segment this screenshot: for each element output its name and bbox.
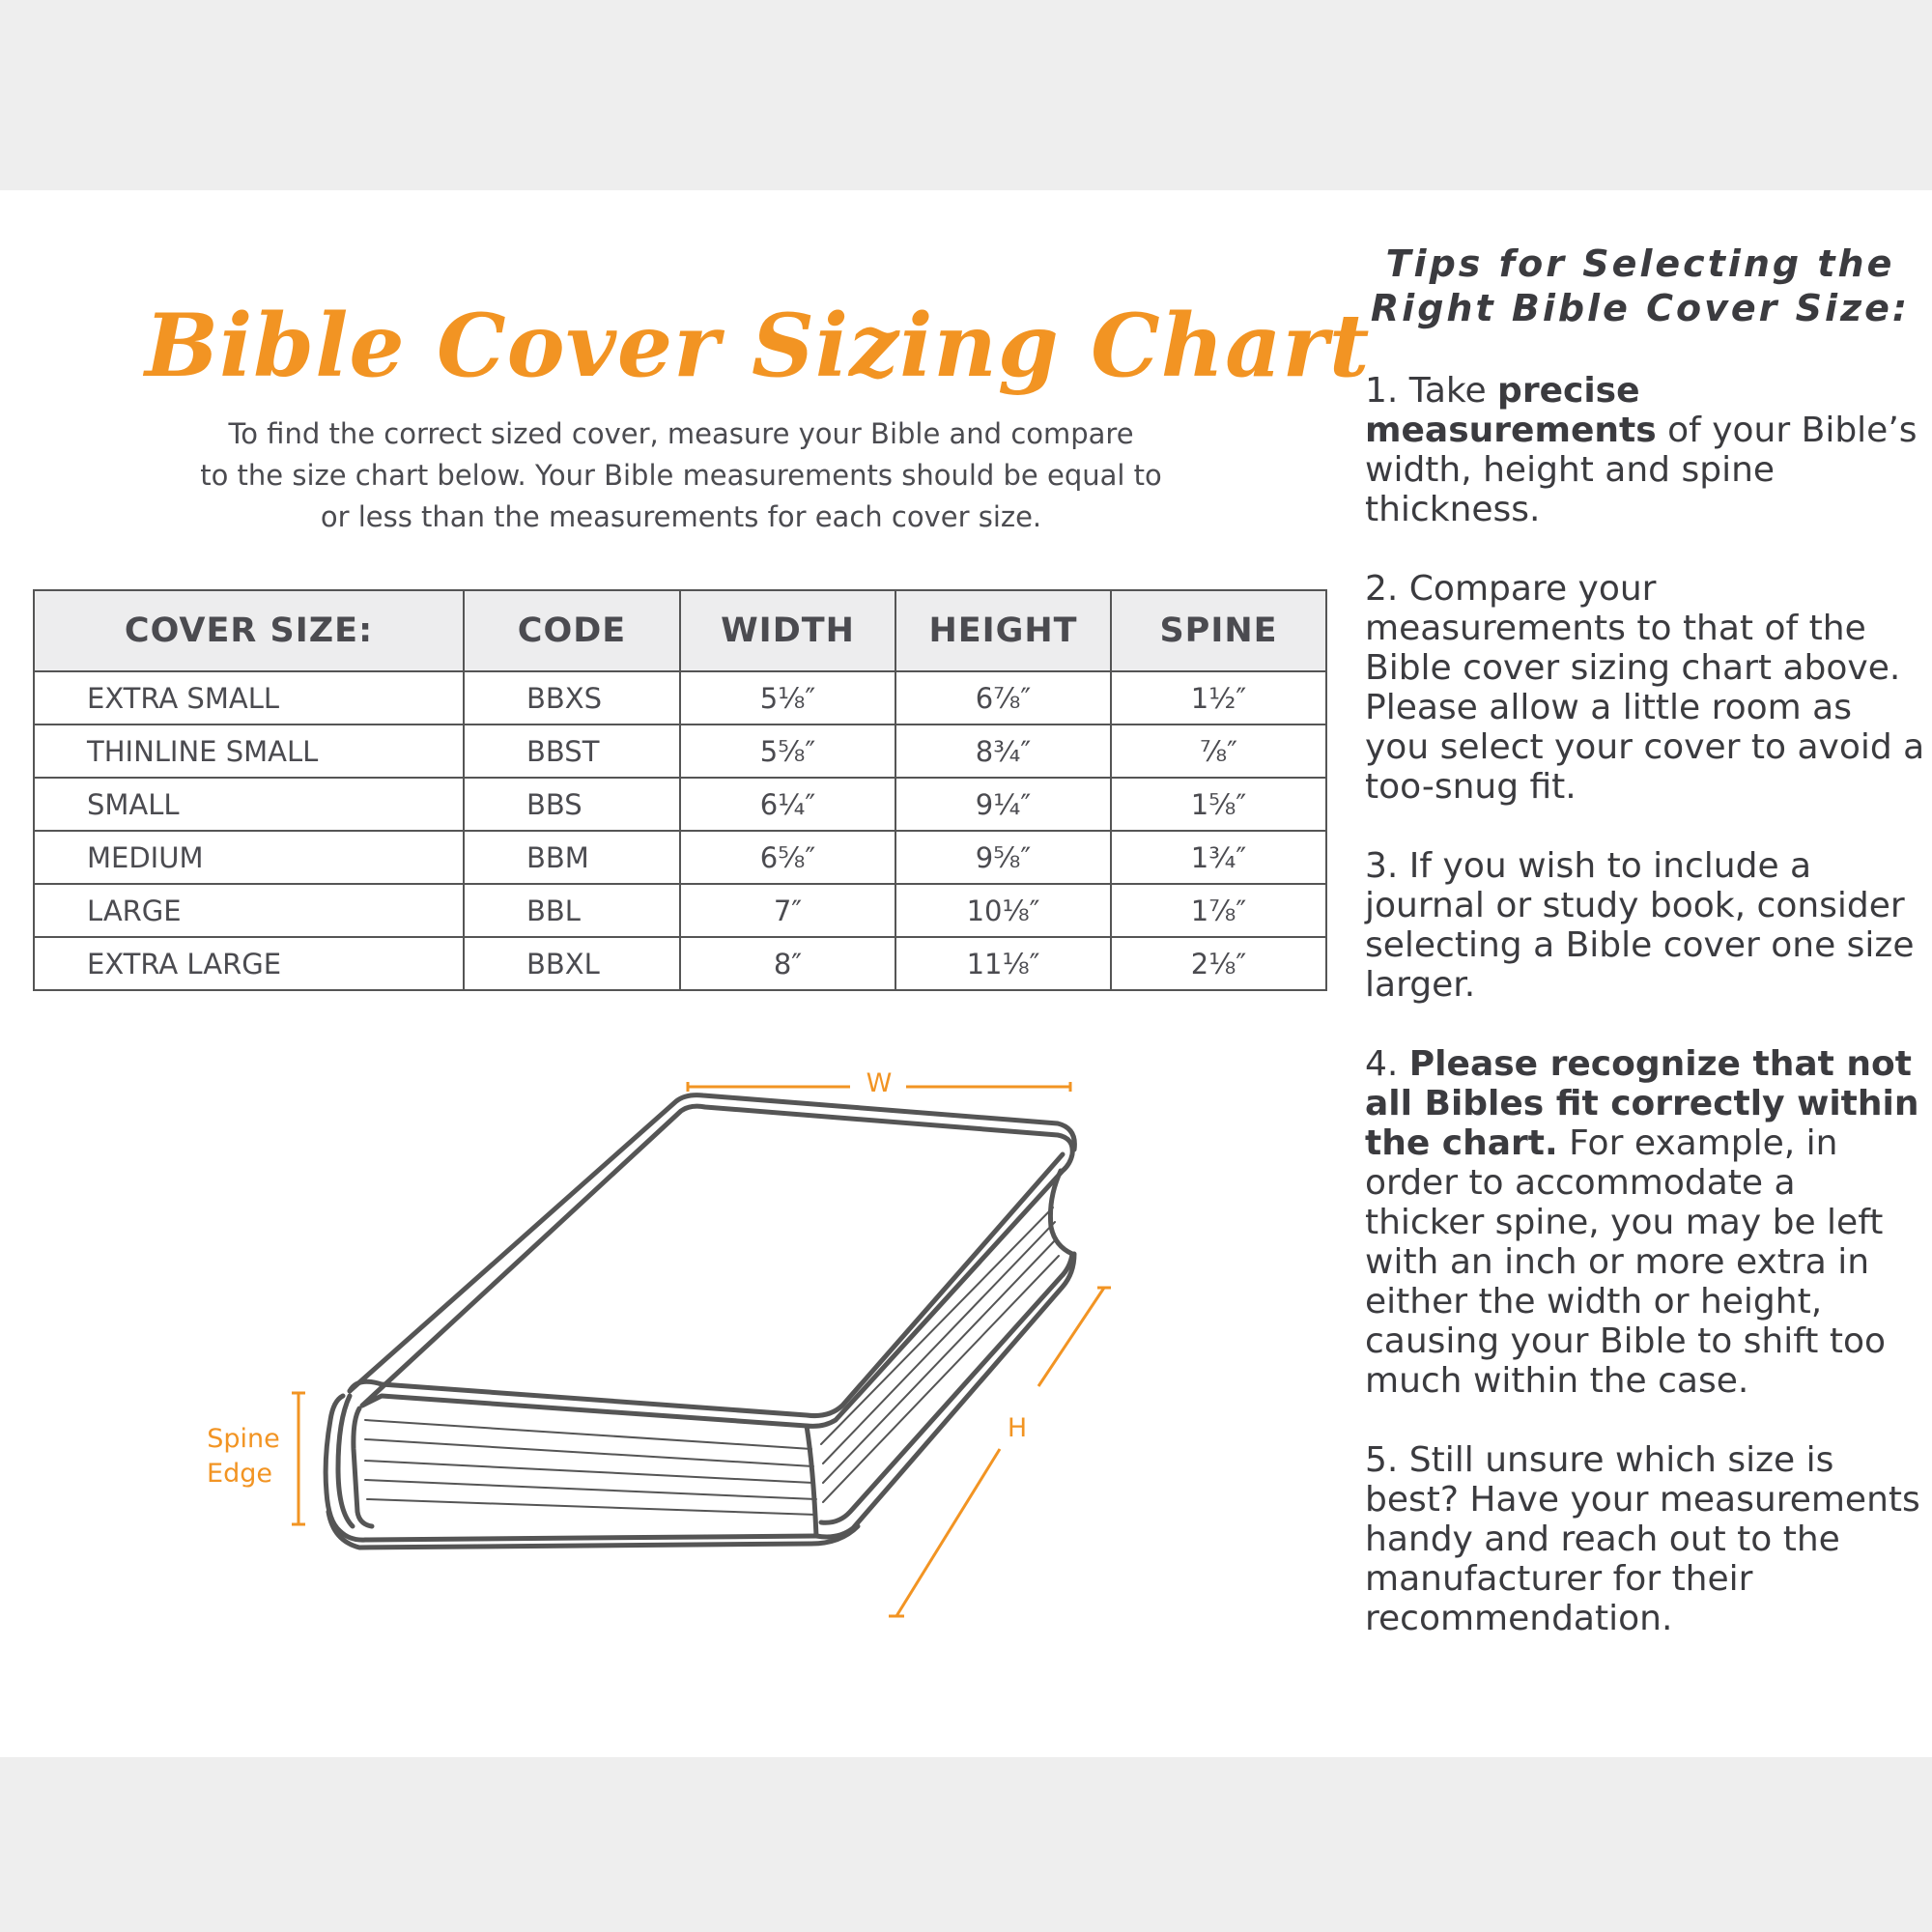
tip-emphasis: Please recognize that not all Bibles fit correctly within the chart. xyxy=(1365,1044,1919,1163)
cell-code: BBM xyxy=(464,831,680,884)
tip-5: 5. Still unsure which size is best? Have your measurements handy and reach out to the manufacturer for their recommendation. xyxy=(1365,1440,1920,1638)
cell-width: 5⅝″ xyxy=(680,724,895,778)
header-code: CODE xyxy=(464,590,680,671)
tip-text: 1. Take xyxy=(1365,371,1498,411)
cell-size: EXTRA SMALL xyxy=(34,671,464,724)
page-title: Bible Cover Sizing Chart xyxy=(145,295,1371,397)
table-row xyxy=(34,778,1326,831)
width-label: W xyxy=(866,1068,893,1098)
tips-heading-line: Right Bible Cover Size: xyxy=(1370,287,1911,329)
cell-code: BBST xyxy=(464,724,680,778)
intro-line: or less than the measurements for each cover size. xyxy=(320,500,1042,533)
cell-spine: 1¾″ xyxy=(1111,831,1326,884)
table-row xyxy=(34,937,1326,990)
table-header-row xyxy=(34,590,1326,671)
cell-height: 11⅛″ xyxy=(895,937,1111,990)
cell-code: BBS xyxy=(464,778,680,831)
height-label: H xyxy=(1007,1413,1028,1443)
cell-height: 6⅞″ xyxy=(895,671,1111,724)
header-height: HEIGHT xyxy=(895,590,1111,671)
cell-height: 9⅝″ xyxy=(895,831,1111,884)
table-row xyxy=(34,671,1326,724)
intro-line: to the size chart below. Your Bible measurements should be equal to xyxy=(200,459,1162,492)
tip-3: 3. If you wish to include a journal or study book, consider selecting a Bible cover one size larger. xyxy=(1365,846,1915,1005)
cell-height: 10⅛″ xyxy=(895,884,1111,937)
tip-4 xyxy=(1365,1044,1925,1401)
cell-size: THINLINE SMALL xyxy=(34,724,464,778)
tips-heading-line: Tips for Selecting the xyxy=(1385,242,1895,285)
table-row xyxy=(34,884,1326,937)
size-chart-table xyxy=(33,589,1327,991)
cell-height: 8¾″ xyxy=(895,724,1111,778)
cell-width: 6¼″ xyxy=(680,778,895,831)
intro-text xyxy=(135,413,1227,538)
header-spine: SPINE xyxy=(1111,590,1326,671)
cell-size: MEDIUM xyxy=(34,831,464,884)
intro-line: To find the correct sized cover, measure your Bible and compare xyxy=(228,417,1134,450)
cell-size: SMALL xyxy=(34,778,464,831)
tip-1 xyxy=(1365,371,1925,529)
book-illustration-icon xyxy=(184,1038,1111,1637)
tip-emphasis: precise measurements xyxy=(1365,371,1657,450)
cell-height: 9¼″ xyxy=(895,778,1111,831)
cell-spine: ⅞″ xyxy=(1111,724,1326,778)
table-row xyxy=(34,724,1326,778)
tip-text: of your Bible’s width, height and spine thickness. xyxy=(1365,411,1918,529)
cell-code: BBXS xyxy=(464,671,680,724)
tip-2: 2. Compare your measurements to that of the Bible cover sizing chart above. Please allow a little room as you select your cover to avoid a too-snug fit. xyxy=(1365,569,1925,807)
tip-text: For example, in order to accommodate a thicker spine, you may be left with an inch or more extra in either the width or height, causing your Bible to shift too much within the case. xyxy=(1365,1123,1886,1401)
tips-section xyxy=(1365,242,1925,1673)
spine-label: Edge xyxy=(207,1459,272,1489)
tip-text: 4. xyxy=(1365,1044,1409,1084)
book-diagram xyxy=(184,1038,1111,1637)
cell-spine: 1⅝″ xyxy=(1111,778,1326,831)
cell-spine: 1½″ xyxy=(1111,671,1326,724)
cell-width: 8″ xyxy=(680,937,895,990)
spine-label: Spine xyxy=(207,1424,280,1454)
cell-size: EXTRA LARGE xyxy=(34,937,464,990)
cell-code: BBXL xyxy=(464,937,680,990)
cell-width: 5⅛″ xyxy=(680,671,895,724)
cell-size: LARGE xyxy=(34,884,464,937)
cell-spine: 2⅛″ xyxy=(1111,937,1326,990)
tips-heading xyxy=(1355,242,1925,330)
cell-spine: 1⅞″ xyxy=(1111,884,1326,937)
cell-width: 6⅝″ xyxy=(680,831,895,884)
cell-width: 7″ xyxy=(680,884,895,937)
table-row xyxy=(34,831,1326,884)
header-width: WIDTH xyxy=(680,590,895,671)
header-cover-size: COVER SIZE: xyxy=(34,590,464,671)
cell-code: BBL xyxy=(464,884,680,937)
